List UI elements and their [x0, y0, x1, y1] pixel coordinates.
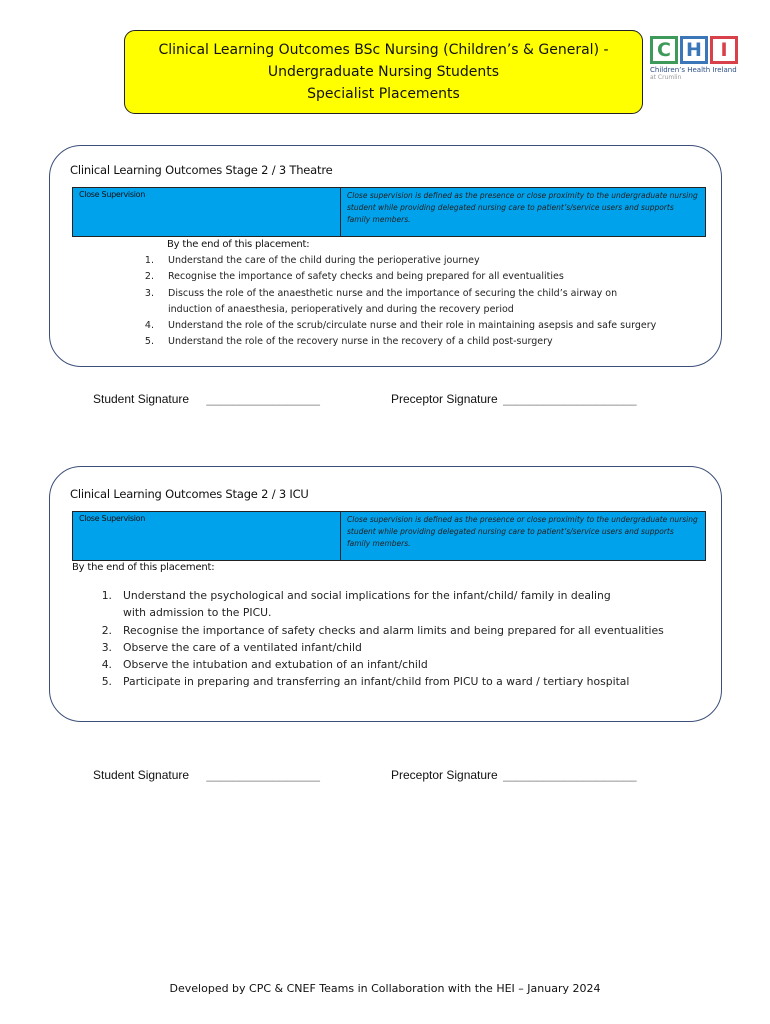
- outcome-text: Understand the role of the scrub/circulate nurse and their role in maintaining asepsis and safe surgery: [168, 320, 657, 332]
- title-line: Specialist Placements: [307, 86, 460, 102]
- logo-name: Children’s Health Ireland: [650, 66, 737, 74]
- list-item: [144, 334, 708, 350]
- logo-letter-i: I: [710, 36, 738, 64]
- logo-letter-c: C: [650, 36, 678, 64]
- list-item: [144, 318, 708, 334]
- supervision-label: Close Supervision: [73, 188, 341, 237]
- list-number: 2.: [144, 271, 154, 283]
- list-item: [101, 673, 713, 690]
- outcome-text: Observe the intubation and extubation of an infant/child: [123, 658, 428, 672]
- outcome-text: Recognise the importance of safety checks and being prepared for all eventualities: [168, 271, 564, 283]
- outcome-text-continued: induction of anaesthesia, perioperatively and during the recovery period: [168, 303, 514, 315]
- list-number: 4.: [144, 320, 154, 332]
- section-heading: Clinical Learning Outcomes Stage 2 / 3 ICU: [70, 487, 309, 501]
- list-number: 5.: [144, 336, 154, 348]
- list-item: [144, 269, 708, 285]
- list-item: [101, 639, 713, 656]
- preceptor-signature-line[interactable]: ____________________: [503, 392, 637, 406]
- by-end-label: By the end of this placement:: [167, 239, 310, 250]
- logo-sub: at Crumlin: [650, 74, 682, 81]
- outcomes-panel-theatre: [49, 145, 722, 367]
- document-title-box: [124, 30, 643, 114]
- title-line: Undergraduate Nursing Students: [267, 64, 500, 80]
- list-number: 1.: [101, 589, 112, 602]
- list-number: 4.: [101, 658, 112, 672]
- outcome-text: Participate in preparing and transferring an infant/child from PICU to a ward / tertiary hospital: [123, 675, 630, 689]
- list-item: [144, 253, 708, 269]
- preceptor-signature-label: Preceptor Signature: [391, 768, 498, 782]
- preceptor-signature-line[interactable]: ____________________: [503, 768, 637, 782]
- list-number: 5.: [101, 675, 112, 689]
- list-item: [101, 622, 713, 639]
- title-line: Clinical Learning Outcomes BSc Nursing (Children’s & General) -: [158, 42, 609, 58]
- list-item: [144, 286, 708, 319]
- preceptor-signature-label: Preceptor Signature: [391, 392, 498, 406]
- outcomes-panel-icu: [49, 466, 722, 722]
- chi-logo: [650, 36, 750, 86]
- list-item: [101, 587, 713, 622]
- outcome-text: Understand the role of the recovery nurse in the recovery of a child post-surgery: [168, 336, 553, 348]
- list-number: 3.: [144, 287, 154, 299]
- outcome-text: Discuss the role of the anaesthetic nurse and the importance of securing the child’s airway on: [168, 287, 618, 299]
- student-signature: [93, 392, 320, 406]
- student-signature-label: Student Signature: [93, 392, 190, 406]
- student-signature-label: Student Signature: [93, 768, 190, 782]
- supervision-label: Close Supervision: [73, 512, 341, 561]
- outcome-text: Recognise the importance of safety checks and alarm limits and being prepared for all eventualities: [123, 623, 664, 637]
- supervision-table: [72, 511, 706, 561]
- student-signature: [93, 768, 320, 782]
- supervision-table: [72, 187, 706, 237]
- outcome-text: Understand the psychological and social implications for the infant/child/ family in dealing: [123, 589, 611, 602]
- supervision-definition: Close supervision is defined as the presence or close proximity to the undergraduate nursing student while providing delegated nursing care to patient’s/service users and supports family members.: [341, 188, 706, 237]
- outcome-text: Understand the care of the child during the perioperative journey: [168, 255, 480, 266]
- preceptor-signature: [391, 392, 637, 406]
- section-heading: Clinical Learning Outcomes Stage 2 / 3 Theatre: [70, 163, 333, 177]
- logo-letter-h: H: [680, 36, 708, 64]
- by-end-label: By the end of this placement:: [72, 562, 215, 573]
- list-number: 1.: [144, 255, 154, 266]
- student-signature-line[interactable]: _________________: [206, 768, 320, 782]
- list-number: 2.: [101, 623, 112, 637]
- list-number: 3.: [101, 640, 112, 654]
- page-footer: Developed by CPC & CNEF Teams in Collaboration with the HEI – January 2024: [169, 982, 601, 995]
- outcome-text: Observe the care of a ventilated infant/child: [123, 640, 362, 654]
- logo-letters: [650, 36, 750, 64]
- outcome-list: [101, 587, 713, 691]
- list-item: [101, 656, 713, 673]
- student-signature-line[interactable]: _________________: [206, 392, 320, 406]
- supervision-definition: Close supervision is defined as the presence or close proximity to the undergraduate nursing student while providing delegated nursing care to patient’s/service users and supports family members.: [341, 512, 706, 561]
- outcome-text-continued: with admission to the PICU.: [123, 606, 272, 620]
- preceptor-signature: [391, 768, 637, 782]
- outcome-list: [144, 253, 708, 351]
